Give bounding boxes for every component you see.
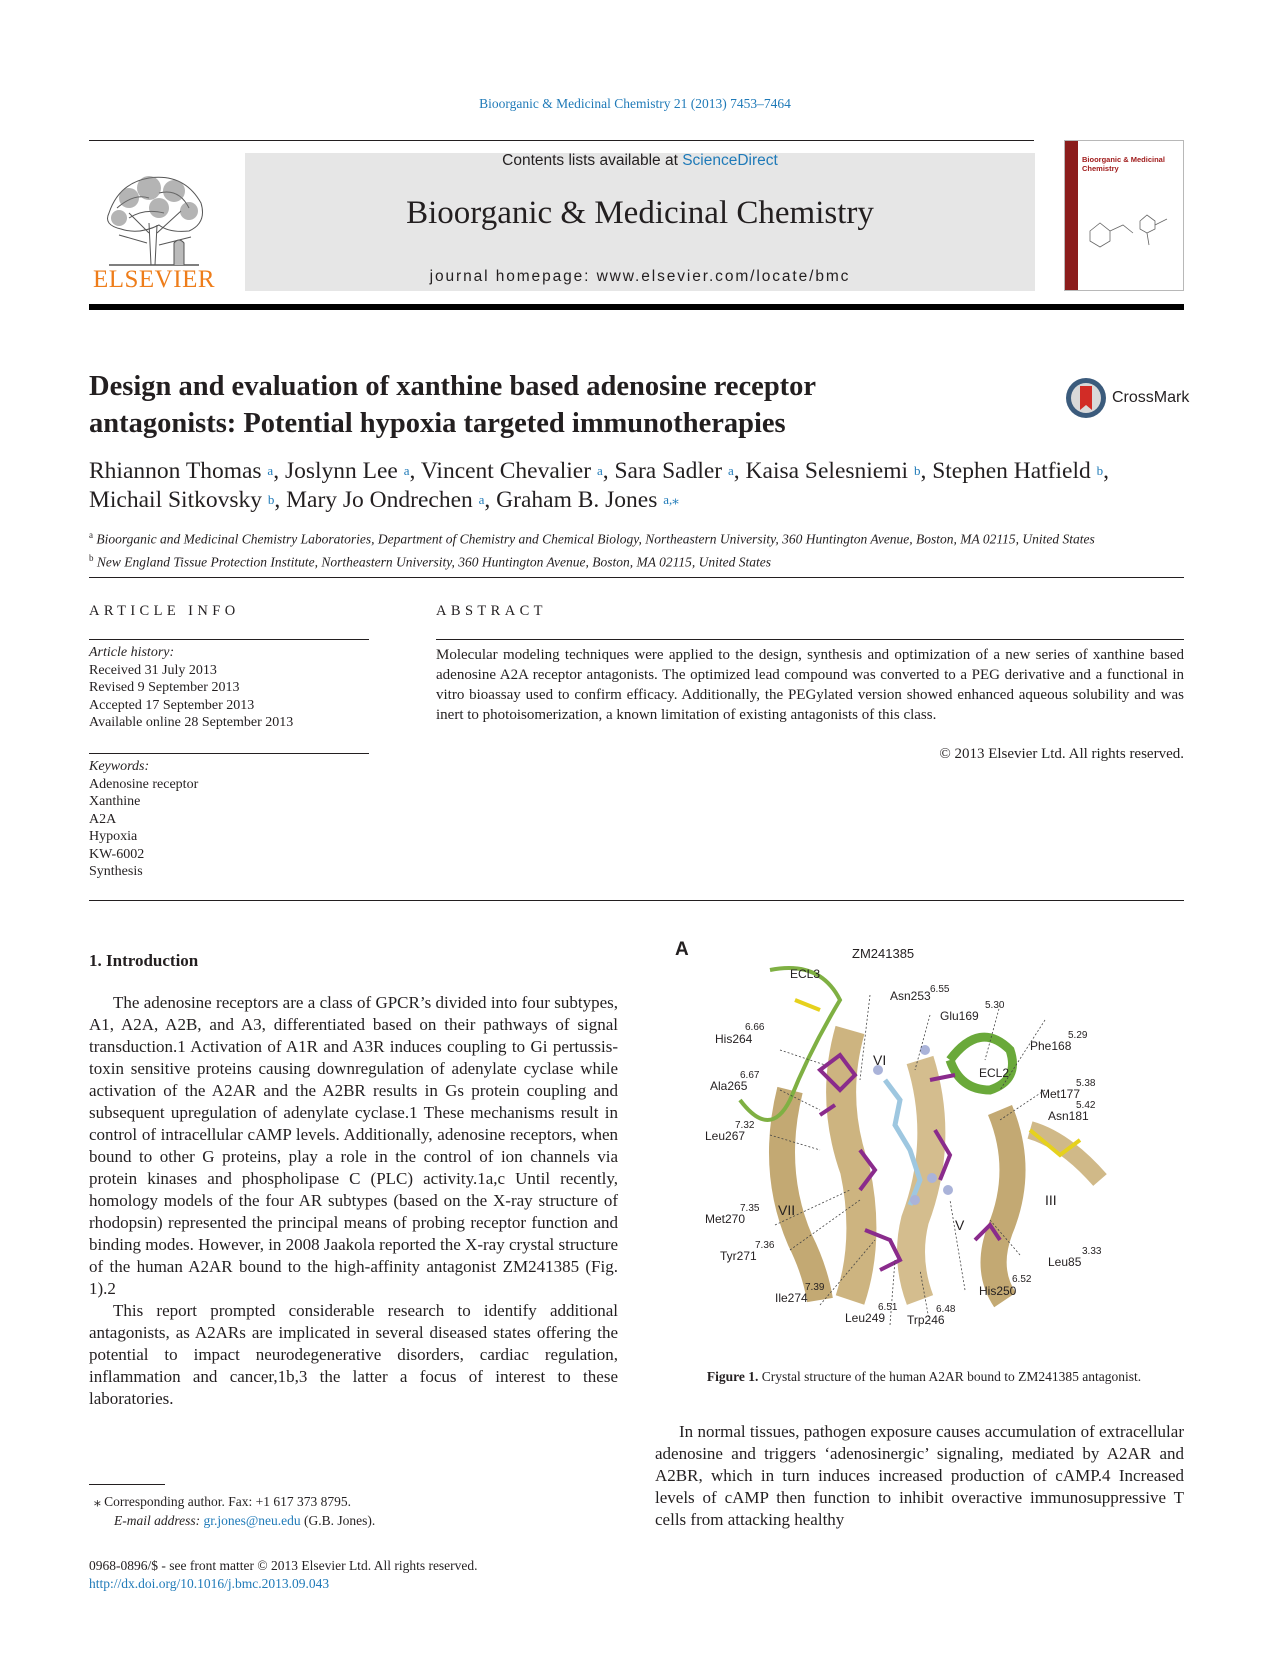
- figure-label: 6.52: [1012, 1274, 1032, 1285]
- author-separator: ,: [484, 487, 497, 513]
- keywords-label: Keywords:: [89, 759, 150, 774]
- author-affiliation-mark[interactable]: a: [728, 463, 734, 478]
- figure-label: Leu85: [1048, 1255, 1082, 1269]
- abstract-bottom-rule: [89, 900, 1184, 901]
- affiliations: [89, 526, 1189, 571]
- figure-label: 7.39: [805, 1282, 825, 1293]
- figure-label: VI: [873, 1052, 887, 1068]
- intro-paragraph-2: This report prompted considerable research to identify additional antagonists, as A2ARs are implicated in several diseased states offering the potential to impact neurodegenerative disorders, cardiac regulation, inflammation and cancer,1b,3 the latter a focus of interest to these laboratories.: [89, 1301, 618, 1408]
- figure-label: 3.33: [1082, 1246, 1102, 1257]
- email-link[interactable]: gr.jones@neu.edu: [203, 1513, 301, 1528]
- contents-line: [245, 152, 1035, 170]
- article-title: [89, 368, 989, 442]
- journal-homepage[interactable]: journal homepage: www.elsevier.com/locate/bmc: [429, 268, 851, 285]
- figure-label: Phe168: [1030, 1039, 1072, 1053]
- figure-1-protein-structure[interactable]: [675, 939, 1130, 1360]
- author[interactable]: Mary Jo Ondrechen $^a$: [286, 487, 485, 513]
- residue-labels: [675, 939, 914, 961]
- figure-label: 7.36: [755, 1240, 775, 1251]
- title-line-1: Design and evaluation of xanthine based adenosine receptor: [89, 371, 817, 402]
- author[interactable]: Stephen Hatfield $^b$: [932, 458, 1104, 484]
- title-line-2: antagonists: Potential hypoxia targeted immunotherapies: [89, 408, 786, 439]
- footnote-rule: [89, 1484, 165, 1485]
- keyword: A2A: [89, 811, 117, 827]
- figure-label: Trp246: [907, 1313, 945, 1327]
- svg-text:ZM241385: ZM241385: [852, 946, 915, 961]
- affiliation-mark: a: [89, 530, 93, 540]
- author-list: [89, 457, 1189, 515]
- figure-label: III: [1045, 1192, 1057, 1208]
- intro-paragraph-1: The adenosine receptors are a class of GPCR’s divided into four subtypes, A1, A2A, A2B, and A3, differentiated based on their pathways of signal transduction.1 Activation of A1R and A3R induces coupling to Gi pertussis-toxin sensitive proteins causing downregulation of adenylate cyclase while activation of the A2AR and the A2BR results in Gs protein coupling and subsequent upregulation of adenylate cyclase.1 These mechanisms result in control of intracellular cAMP levels. Additionally, adenosine receptors, when bound to other G proteins, play a role in the control of ion channels via protein kinases and phospholipase C (PLC) activity.1a,c Until recently, homology models of the four AR subtypes (based on the X-ray structure of rhodopsin) represented the principal means of probing receptor function and binding modes. However, in 2008 Jaakola reported the X-ray crystal structure of the human A2AR bound to the high-affinity antagonist ZM241385 (Fig. 1).2: [89, 993, 618, 1298]
- keyword: Hypoxia: [89, 829, 138, 844]
- figure-label: Asn181: [1048, 1109, 1089, 1123]
- figure-label: Met270: [705, 1212, 746, 1226]
- contents-prefix: Contents lists available at: [502, 152, 683, 169]
- article-info-heading: ARTICLE INFO: [89, 603, 240, 619]
- figure-caption: [664, 1369, 1184, 1385]
- figure-label: ECL2: [979, 1066, 1010, 1080]
- abstract-text: Molecular modeling techniques were applied to the design, synthesis and optimization of a new series of xanthine based adenosine A2A receptor antagonists. The optimized lead compound was converted to a PEG derivative and a functional in vitro bioassay used to confirm efficacy. Additionally, the PEGylated version showed enhanced aqueous solubility and was inert to photoisomerization, a known limitation of existing antagonists of this class.: [436, 647, 1184, 723]
- affiliation-rule: [89, 577, 1184, 578]
- doi-link[interactable]: http://dx.doi.org/10.1016/j.bmc.2013.09.043: [89, 1576, 330, 1591]
- affiliation-b: [89, 549, 1189, 572]
- figure-label: Asn253: [890, 989, 931, 1003]
- crossmark-label[interactable]: CrossMark: [1112, 389, 1190, 406]
- author-affiliation-mark[interactable]: a: [478, 492, 485, 507]
- figure-label: ECL3: [790, 967, 821, 981]
- ecl2-loop: [950, 1037, 1013, 1090]
- cover-strip: [1065, 141, 1078, 290]
- ecl3-loop: [740, 968, 840, 1120]
- keyword: Xanthine: [89, 794, 141, 809]
- affiliation-a: [89, 526, 1189, 549]
- article-info-rule: [89, 639, 369, 640]
- author[interactable]: Kaisa Selesniemi $^b$: [745, 458, 921, 484]
- author-affiliation-mark[interactable]: b: [913, 463, 921, 478]
- crossmark-icon[interactable]: [1064, 376, 1108, 420]
- abstract-heading: ABSTRACT: [436, 603, 547, 619]
- author[interactable]: Sara Sadler $^a$: [614, 458, 734, 484]
- figure-label: 6.55: [930, 984, 950, 995]
- author-affiliation-mark[interactable]: a,⁎: [663, 492, 679, 507]
- author-separator: ,: [409, 458, 421, 484]
- cover-title: Bioorganic & Medicinal Chemistry: [1082, 155, 1165, 173]
- figure-label: 6.67: [740, 1070, 760, 1081]
- figure-label: Leu249: [845, 1311, 886, 1325]
- figure-label: 6.66: [745, 1022, 765, 1033]
- keywords: [89, 758, 369, 881]
- sciencedirect-link[interactable]: ScienceDirect: [682, 152, 778, 169]
- keyword: KW-6002: [89, 846, 145, 862]
- author-separator: ,: [274, 487, 287, 513]
- author-affiliation-mark[interactable]: b: [267, 492, 275, 507]
- figure-label: 5.30: [985, 1000, 1005, 1011]
- intro-paragraph-3: In normal tissues, pathogen exposure causes accumulation of extracellular adenosine and triggers ‘adenosinergic’ signaling, mediated by A2AR and A2BR, which in turn induces increased production of cAMP.4 Increased levels of cAMP then function to inhibit overactive immunosuppressive T cells from attacking healthy: [655, 1422, 1184, 1529]
- history-accepted: Accepted 17 September 2013: [89, 697, 255, 713]
- figure-label: Tyr271: [720, 1249, 757, 1263]
- author-affiliation-mark[interactable]: a: [403, 463, 410, 478]
- figure-label: His250: [979, 1284, 1017, 1298]
- keyword: Synthesis: [89, 864, 143, 879]
- figure-label: VII: [778, 1202, 796, 1218]
- figure-label: Glu169: [940, 1009, 979, 1023]
- history-received: Received 31 July 2013: [89, 662, 217, 678]
- author[interactable]: Rhiannon Thomas $^a$: [89, 458, 274, 484]
- issn-line: 0968-0896/$ - see front matter © 2013 Elsevier Ltd. All rights reserved.: [89, 1558, 478, 1573]
- figure-caption-text: Crystal structure of the human A2AR bound to ZM241385 antagonist.: [761, 1369, 1142, 1384]
- figure-caption-label: Figure 1.: [706, 1369, 759, 1384]
- section-heading: 1. Introduction: [89, 951, 199, 970]
- history-revised: Revised 9 September 2013: [89, 680, 240, 695]
- keywords-rule: [89, 753, 369, 754]
- affiliation-mark: b: [89, 552, 94, 563]
- author-affiliation-mark[interactable]: a: [596, 463, 603, 478]
- author[interactable]: Michail Sitkovsky $^b$: [89, 487, 275, 513]
- svg-text:A: A: [675, 939, 689, 960]
- figure-label: His264: [715, 1032, 753, 1046]
- abstract-rule: [436, 639, 1184, 640]
- journal-name: Bioorganic & Medicinal Chemistry: [406, 195, 874, 231]
- author[interactable]: Graham B. Jones $^{a,⁎}$: [496, 487, 679, 513]
- journal-cover-thumbnail[interactable]: [1064, 140, 1184, 291]
- author-affiliation-mark[interactable]: b: [1096, 463, 1104, 478]
- author-separator: ,: [602, 458, 615, 484]
- header-rule: [89, 140, 1034, 141]
- front-matter: [89, 1557, 478, 1593]
- author-separator: ,: [273, 458, 285, 484]
- figure-label: 6.51: [878, 1302, 898, 1313]
- affiliation-text: Bioorganic and Medicinal Chemistry Laboratories, Department of Chemistry and Chemical Biology, Northeastern University, 360 Huntington Avenue, Boston, MA 02115, United States: [96, 531, 1095, 547]
- email-line: [94, 1511, 614, 1530]
- history-online: Available online 28 September 2013: [89, 715, 294, 730]
- author-separator: ,: [1103, 458, 1110, 484]
- intro-left-column: [89, 992, 618, 1410]
- figure-label: Ala265: [710, 1079, 748, 1093]
- figure-label: 7.35: [740, 1203, 760, 1214]
- author[interactable]: Vincent Chevalier $^a$: [420, 458, 603, 484]
- email-suffix: (G.B. Jones).: [304, 1513, 376, 1528]
- article-history: [89, 644, 369, 732]
- figure-label: Ile274: [775, 1291, 808, 1305]
- cover-structures: [1085, 201, 1175, 251]
- figure-label: 5.29: [1068, 1030, 1088, 1041]
- figure-label: 6.48: [936, 1304, 956, 1315]
- publisher-wordmark: ELSEVIER: [92, 266, 216, 293]
- history-label: Article history:: [89, 645, 175, 660]
- author-separator: ,: [920, 458, 933, 484]
- figure-label: 7.32: [735, 1120, 755, 1131]
- keyword: Adenosine receptor: [89, 776, 199, 792]
- email-label: E-mail address:: [114, 1513, 201, 1528]
- header-thick-rule: [89, 304, 1184, 310]
- journal-citation[interactable]: Bioorganic & Medicinal Chemistry 21 (2013) 7453–7464: [479, 96, 791, 111]
- figure-label: Leu267: [705, 1129, 746, 1143]
- affiliation-text: New England Tissue Protection Institute, Northeastern University, 360 Huntington Avenue, Boston, MA 02115, United States: [96, 554, 771, 569]
- author[interactable]: Joslynn Lee $^a$: [284, 458, 410, 484]
- intro-right-column: [655, 1421, 1184, 1531]
- figure-label: 5.38: [1076, 1078, 1096, 1089]
- author-separator: ,: [733, 458, 746, 484]
- figure-label: Met177: [1040, 1087, 1081, 1101]
- figure-label: 5.42: [1076, 1100, 1096, 1111]
- corresponding-author: ⁎ Corresponding author. Fax: +1 617 373 8795.: [94, 1494, 351, 1509]
- corresponding-footnote: [94, 1492, 614, 1530]
- author-affiliation-mark[interactable]: a: [267, 463, 274, 478]
- abstract-copyright: © 2013 Elsevier Ltd. All rights reserved.: [939, 746, 1184, 762]
- figure-label: V: [955, 1217, 965, 1233]
